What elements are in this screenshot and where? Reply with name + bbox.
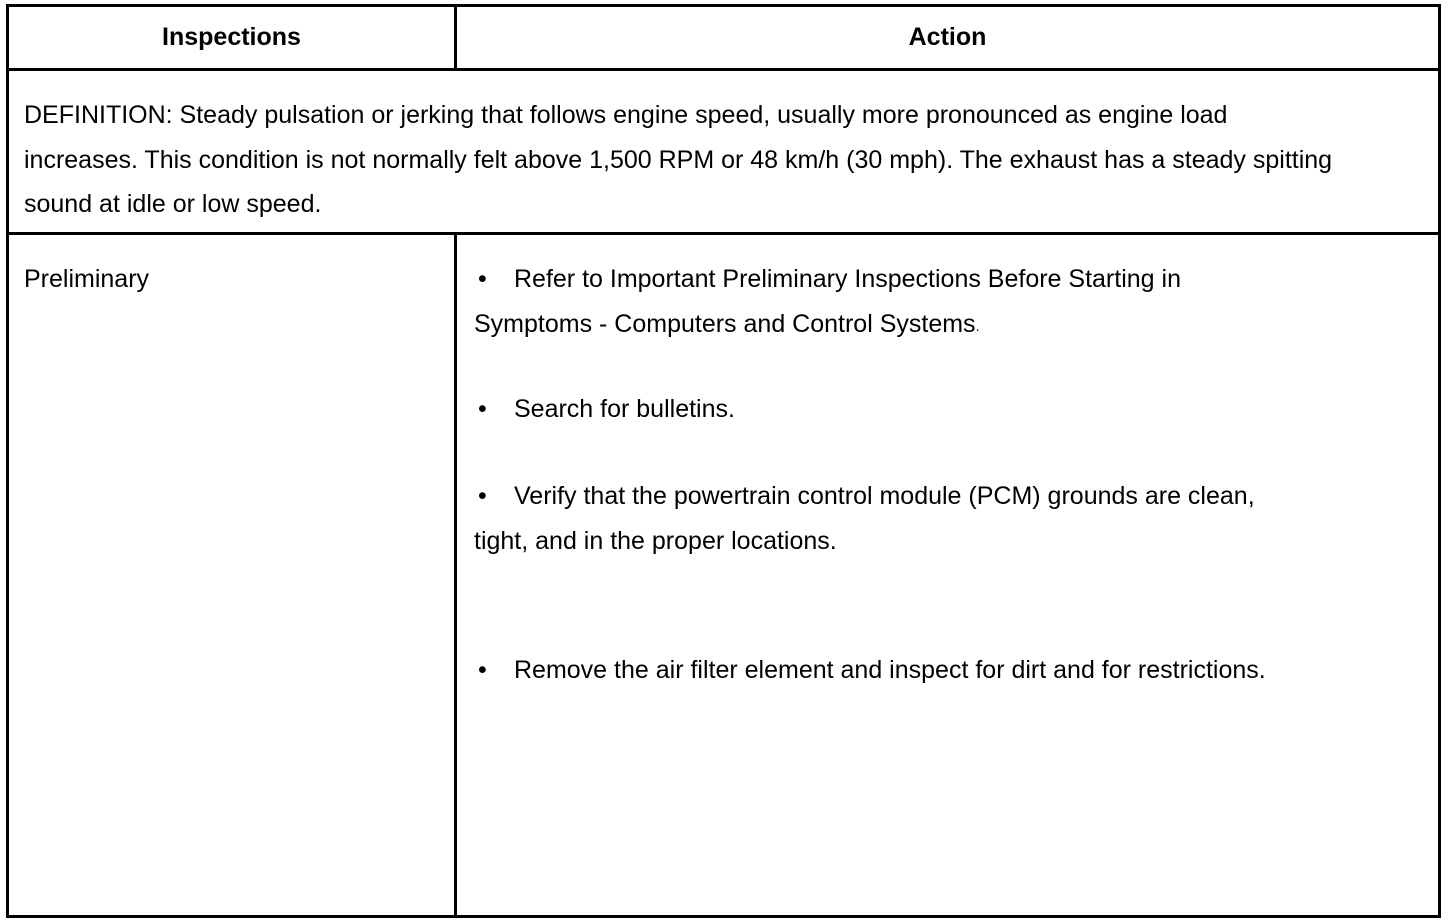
definition-text: DEFINITION: Steady pulsation or jerking that follows engine speed, usually more pronounced as engine load increases. This condition is not normally felt above 1,500 RPM or 48 km/h (30 mph). The exhaust has a steady spitting sound at idle or low speed. xyxy=(24,101,1333,218)
action-item xyxy=(474,257,1274,348)
action-item xyxy=(474,648,1274,693)
column-header-inspections: Inspections xyxy=(9,7,457,68)
inspection-label: Preliminary xyxy=(24,265,150,293)
action-cell xyxy=(457,235,1438,915)
bullet-icon: • xyxy=(478,395,487,423)
definition-row xyxy=(9,71,1438,235)
table-row xyxy=(9,235,1438,915)
bullet-icon: • xyxy=(478,265,487,293)
action-text: Remove the air filter element and inspect for dirt and for restrictions. xyxy=(514,656,1266,684)
bullet-icon: • xyxy=(478,482,487,510)
action-suffix: . xyxy=(975,317,980,334)
action-text: Verify that the powertrain control module (PCM) grounds are clean, tight, and in the proper locations. xyxy=(474,482,1255,555)
table-header-row xyxy=(9,7,1438,71)
action-text: Refer to Important Preliminary Inspections Before Starting in Symptoms - Computers and Control Systems xyxy=(474,265,1181,338)
action-text: Search for bulletins. xyxy=(514,395,735,423)
column-header-action: Action xyxy=(908,23,987,51)
action-item xyxy=(474,387,1274,432)
diagnostic-table xyxy=(6,4,1441,918)
inspection-cell xyxy=(9,235,457,915)
action-item xyxy=(474,474,1274,563)
bullet-icon: • xyxy=(478,656,487,684)
